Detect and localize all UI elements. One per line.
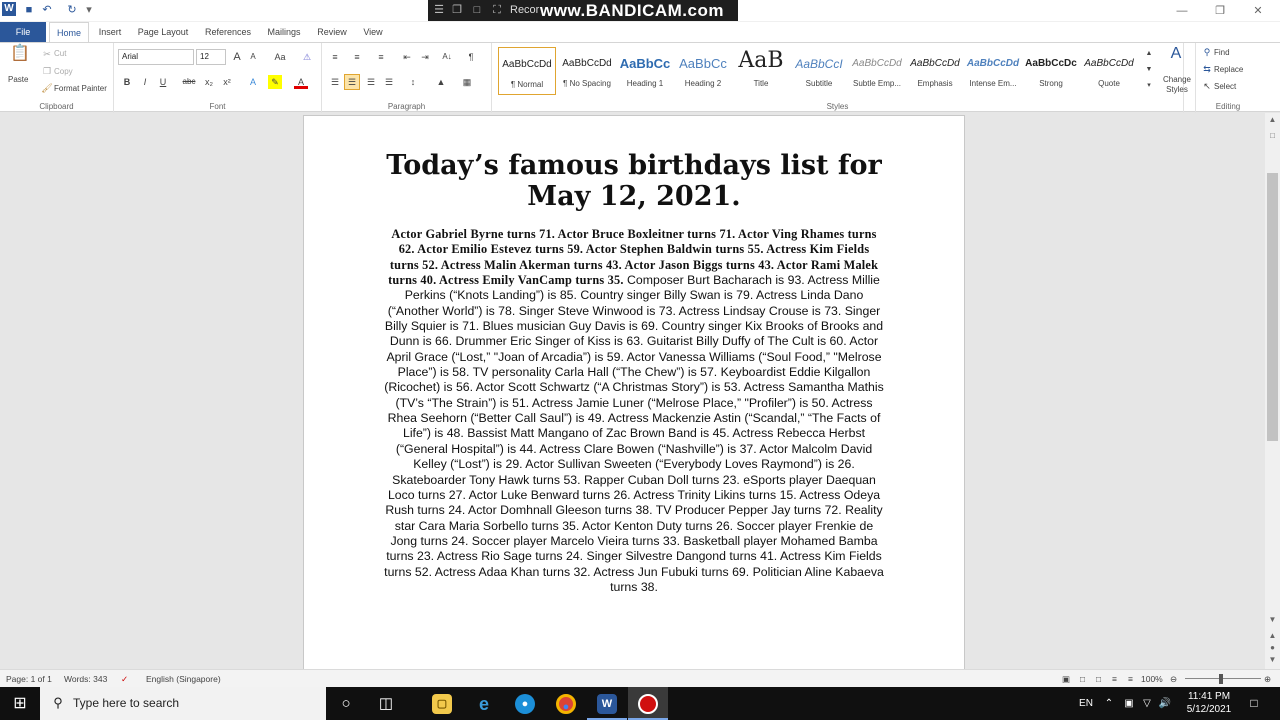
notifications-icon[interactable]: □ bbox=[1250, 696, 1258, 710]
styles-group bbox=[492, 43, 1184, 113]
line-spacing-icon[interactable]: ↕ bbox=[410, 77, 416, 87]
copy-button[interactable]: Copy bbox=[54, 67, 73, 76]
font-color-button[interactable]: A bbox=[294, 75, 308, 89]
ruler-toggle-icon[interactable]: □ bbox=[1270, 131, 1275, 140]
region-icon[interactable]: ⛶ bbox=[493, 4, 501, 16]
decrease-indent-icon[interactable]: ⇤ bbox=[403, 52, 411, 62]
clock-time: 11:41 PM bbox=[1187, 691, 1231, 702]
font-name-box[interactable]: Arial bbox=[118, 49, 194, 65]
minimize-button[interactable]: — bbox=[1176, 5, 1188, 17]
language-indicator[interactable]: EN bbox=[1079, 698, 1093, 709]
text-effects-icon[interactable]: A bbox=[249, 77, 256, 87]
file-explorer-icon[interactable]: ▢ bbox=[422, 687, 462, 720]
cut-icon[interactable]: ✂ bbox=[43, 49, 51, 59]
zoom-in-icon[interactable]: ⊕ bbox=[1264, 674, 1272, 684]
find-button[interactable]: Find bbox=[1214, 48, 1230, 57]
draft-icon[interactable]: ≡ bbox=[1128, 674, 1133, 684]
clipboard-group bbox=[0, 43, 114, 113]
title-bar bbox=[0, 0, 1280, 22]
style-preview: AaBbCcDd bbox=[562, 58, 612, 69]
italic-button[interactable]: I bbox=[143, 77, 147, 87]
subscript-button[interactable]: x₂ bbox=[205, 77, 213, 87]
zoom-level[interactable]: 100% bbox=[1141, 674, 1163, 684]
ribbon bbox=[0, 42, 1280, 112]
tab-insert[interactable]: Insert bbox=[98, 27, 122, 37]
vertical-scrollbar[interactable] bbox=[1265, 113, 1280, 669]
style-name: Emphasis bbox=[917, 79, 953, 88]
title-line-2: May 12, 2021. bbox=[527, 181, 741, 212]
show-formatting-icon[interactable]: ¶ bbox=[468, 52, 474, 62]
taskbar bbox=[0, 687, 1280, 720]
select-button[interactable]: Select bbox=[1214, 82, 1237, 91]
ribbon-tabs bbox=[0, 22, 1280, 42]
change-styles-icon[interactable]: A bbox=[1170, 45, 1182, 62]
font-group bbox=[114, 43, 322, 113]
style-preview: AaBbCcI bbox=[795, 57, 843, 71]
tab-file[interactable]: File bbox=[0, 22, 46, 42]
align-right-icon[interactable]: ☰ bbox=[366, 77, 376, 87]
font-size-box[interactable]: 12 bbox=[196, 49, 226, 65]
font-label: Font bbox=[209, 102, 226, 111]
styles-scroll-up-icon[interactable]: ▲ bbox=[1145, 50, 1153, 57]
tab-references[interactable]: References bbox=[204, 27, 252, 37]
paragraph-group bbox=[322, 43, 492, 113]
style-emphasis[interactable] bbox=[906, 47, 964, 95]
windows-start-icon[interactable]: ⊞ bbox=[13, 695, 27, 712]
chrome-icon[interactable]: ● bbox=[546, 687, 586, 720]
style-name: Subtitle bbox=[805, 79, 833, 88]
style-preview: AaBbCc bbox=[679, 56, 727, 71]
style-preview: AaBbCcDc bbox=[1025, 58, 1077, 69]
style-preview: AaBbCcDd bbox=[1084, 58, 1134, 69]
cortana-icon[interactable]: ○ bbox=[341, 695, 351, 712]
style-preview: AaBbCcDd bbox=[852, 58, 902, 69]
justify-icon[interactable]: ☰ bbox=[384, 77, 394, 87]
redo-icon[interactable]: ↻ bbox=[67, 4, 77, 16]
zoom-slider[interactable] bbox=[1185, 678, 1261, 679]
style-quote[interactable] bbox=[1080, 47, 1138, 95]
underline-button[interactable]: U bbox=[159, 77, 167, 87]
style-subtitle[interactable] bbox=[790, 47, 848, 95]
taskbar-search[interactable] bbox=[40, 687, 326, 720]
align-left-icon[interactable]: ☰ bbox=[330, 77, 340, 87]
style-preview: AaB bbox=[738, 49, 784, 73]
word-logo-icon: W bbox=[2, 2, 16, 16]
style-preview: AaBbCcDd bbox=[966, 58, 1020, 69]
format-painter-icon[interactable]: 🖌 bbox=[41, 83, 53, 93]
bandicam-recorder-bar bbox=[428, 0, 738, 21]
page-count[interactable]: Page: 1 of 1 bbox=[6, 674, 52, 684]
style-strong[interactable] bbox=[1022, 47, 1080, 95]
bandicam-watermark: www.BANDICAM.com bbox=[540, 1, 724, 20]
clock[interactable] bbox=[1180, 690, 1238, 716]
styles-more-icon[interactable]: ▾ bbox=[1147, 82, 1151, 89]
shading-icon[interactable]: ▲ bbox=[436, 77, 446, 87]
fullscreen-icon[interactable]: □ bbox=[473, 4, 481, 16]
styles-label: Styles bbox=[826, 102, 849, 111]
style-name: Strong bbox=[1039, 79, 1063, 88]
highlight-icon[interactable]: ✎ bbox=[268, 75, 282, 89]
paragraph-label: Paragraph bbox=[387, 102, 426, 111]
customize-quick-access-icon[interactable]: ▾ bbox=[86, 4, 92, 16]
style-preview: AaBbCcDd bbox=[502, 59, 552, 70]
style-name: Intense Em... bbox=[969, 79, 1017, 88]
copy-icon[interactable]: ❐ bbox=[42, 66, 52, 76]
style-no-spacing[interactable] bbox=[558, 47, 616, 95]
style-heading-1[interactable] bbox=[616, 47, 674, 95]
previous-page-icon[interactable]: ▲ bbox=[1268, 631, 1277, 640]
menu-icon[interactable]: ☰ bbox=[434, 4, 444, 16]
grow-font-icon[interactable]: A bbox=[233, 51, 241, 63]
styles-scroll-down-icon[interactable]: ▼ bbox=[1145, 66, 1153, 73]
sort-icon[interactable]: A↓ bbox=[442, 52, 452, 61]
restore-button[interactable]: ❐ bbox=[1215, 5, 1225, 17]
replace-icon[interactable]: ⇆ bbox=[1203, 64, 1211, 74]
word-taskbar-icon[interactable]: W bbox=[587, 687, 627, 720]
next-page-icon[interactable]: ▼ bbox=[1268, 655, 1277, 664]
select-icon[interactable]: ↖ bbox=[1203, 81, 1211, 91]
window-mode-icon[interactable]: ❐ bbox=[452, 4, 462, 16]
document-body bbox=[384, 227, 884, 595]
body-paragraph: Composer Burt Bacharach is 93. Actress Millie Perkins (“Knots Landing”) is 85. Country singer Billy Swan is 79. Actress Linda Dano (“Another World”) is 78. Singer Steve Winwood is 73. Actress Lindsay Crouse is 73. Singer Billy Squier is 71. Blues musician Guy Davis is 69. Country singer Kix Brooks of Brooks and Dunn is 66. Drummer Eric Singer of Kiss is 63. Guitarist Billy Duffy of The Cult is 60. Actor April Grace (“Lost,” "Joan of Arcadia”) is 59. Actor Vanessa Williams (“Soul Food,” "Melrose Place”) is 58. TV personality Carla Hall (“The Chew”) is 57. Keyboardist Eddie Kilgallon (Ricochet) is 56. Actor Scott Schwartz (“A Christmas Story”) is 53. Actress Samantha Mathis (TV’s “The Strain”) is 51. Actress Jamie Luner (“Melrose Place,” "Profiler”) is 50. Actress Rhea Seehorn (“Better Call Saul”) is 49. Actress Mackenzie Astin (“Scandal,” “The Facts of Life”) is 48. Bassist Matt Mangano of Zac Brown Band is 45. Actress Rebecca Herbst (“General Hospital”) is 44. Actress Clare Bowen (“Nashville”) is 37. Actor Malcolm David Kelley (“Lost”) is 29. Actor Sullivan Sweeten (“Everybody Loves Raymond”) is 26. Skateboarder Tony Hawk turns 53. Rapper Cuban Doll turns 23. eSports player Daequan Loco turns 27. Actor Luke Benward turns 26. Actress Trinity Likins turns 15. Actress Odeya Rush turns 24. Actor Domhnall Gleeson turns 38. TV Producer Pepper Jay turns 72. Reality star Cara Maria Sorbello turns 35. Actor Kenton Duty turns 26. Soccer player Frenkie de Jong turns 24. Soccer player Marcelo Vieira turns 33. Basketball player Mohamed Bamba turns 23. Actress Rio Sage turns 24. Singer Silvestre Dangond turns 41. Actress Kim Fields turns 52. Actress Adaa Khan turns 32. Actress Jun Fubuki turns 69. Politician Aline Kabaeva turns 38. bbox=[384, 273, 884, 594]
search-icon: ⚲ bbox=[53, 695, 63, 710]
network-icon[interactable]: ▽ bbox=[1143, 698, 1151, 709]
paste-button[interactable]: Paste bbox=[8, 75, 29, 84]
bullets-icon[interactable]: ≡ bbox=[332, 52, 338, 62]
style-name: Heading 1 bbox=[626, 79, 664, 88]
zoom-slider-thumb[interactable] bbox=[1219, 674, 1223, 684]
proofing-icon[interactable]: ✓ bbox=[121, 674, 129, 684]
full-screen-reading-icon[interactable]: □ bbox=[1080, 674, 1086, 684]
web-layout-icon[interactable]: □ bbox=[1096, 674, 1102, 684]
tab-review[interactable]: Review bbox=[317, 27, 347, 37]
scroll-up-icon[interactable]: ▲ bbox=[1268, 115, 1277, 124]
outline-icon[interactable]: ≡ bbox=[1112, 674, 1117, 684]
style-intense-emphasis[interactable] bbox=[964, 47, 1022, 95]
lead-paragraph: Actor Gabriel Byrne turns 71. Actor Bruce Boxleitner turns 71. Actor Ving Rhames turns 62. Actor Emilio Estevez turns 59. Actor Stephen Baldwin turns 55. Actress Kim Fields turns 52. Actress Malin Akerman turns 43. Actor Jason Biggs turns 43. Actor Rami Malek turns 40. Actress Emily VanCamp turns 35. bbox=[388, 227, 879, 288]
style-title[interactable] bbox=[732, 47, 790, 95]
style-name: Quote bbox=[1098, 79, 1120, 88]
editing-group bbox=[1198, 43, 1258, 113]
document-title bbox=[364, 150, 904, 212]
recording-label: Recor bbox=[510, 4, 540, 16]
show-hidden-icons-icon[interactable]: ⌃ bbox=[1104, 698, 1114, 709]
internet-explorer-icon[interactable]: e bbox=[478, 694, 489, 715]
meet-now-icon[interactable]: ▣ bbox=[1124, 698, 1134, 709]
change-case-icon[interactable]: Aa bbox=[274, 52, 286, 62]
strikethrough-button[interactable]: abc bbox=[182, 77, 196, 86]
status-bar bbox=[0, 669, 1280, 687]
replace-button[interactable]: Replace bbox=[1214, 65, 1244, 74]
format-painter-button[interactable]: Format Painter bbox=[54, 84, 107, 93]
borders-icon[interactable]: ▦ bbox=[462, 77, 472, 87]
superscript-button[interactable]: x² bbox=[223, 77, 231, 87]
cut-button[interactable]: Cut bbox=[54, 49, 67, 58]
bold-button[interactable]: B bbox=[123, 77, 131, 87]
change-styles-button[interactable]: Change Styles bbox=[1162, 75, 1192, 94]
find-icon[interactable]: ⚲ bbox=[1203, 47, 1211, 57]
print-layout-icon[interactable]: ▣ bbox=[1062, 674, 1071, 684]
shrink-font-icon[interactable]: A bbox=[250, 52, 256, 61]
title-line-1: Today’s famous birthdays list for bbox=[386, 150, 882, 181]
style-preview: AaBbCcDd bbox=[910, 58, 960, 69]
numbering-icon[interactable]: ≡ bbox=[354, 52, 360, 62]
tab-view[interactable]: View bbox=[363, 27, 383, 37]
close-button[interactable]: ✕ bbox=[1253, 5, 1263, 17]
volume-icon[interactable]: 🔊 bbox=[1158, 698, 1172, 709]
task-view-icon[interactable]: ◫ bbox=[378, 695, 394, 712]
align-center-icon[interactable]: ☰ bbox=[344, 74, 360, 90]
tab-mailings[interactable]: Mailings bbox=[267, 27, 301, 37]
search-input[interactable]: Type here to search bbox=[73, 696, 180, 710]
style-name: ¶ Normal bbox=[510, 80, 544, 89]
style-name: Title bbox=[753, 79, 769, 88]
increase-indent-icon[interactable]: ⇥ bbox=[421, 52, 429, 62]
style-subtle-emphasis[interactable] bbox=[848, 47, 906, 95]
style-name: Subtle Emp... bbox=[852, 79, 902, 88]
scroll-down-icon[interactable]: ▼ bbox=[1268, 615, 1277, 624]
paste-icon[interactable]: 📋 bbox=[10, 45, 30, 62]
multilevel-list-icon[interactable]: ≡ bbox=[378, 52, 384, 62]
bandicam-taskbar-icon[interactable]: ● bbox=[628, 687, 668, 720]
clock-date: 5/12/2021 bbox=[1186, 704, 1232, 715]
style-normal[interactable] bbox=[498, 47, 556, 95]
browse-object-icon[interactable]: ● bbox=[1270, 643, 1275, 652]
change-styles-group bbox=[1156, 43, 1196, 113]
document-page[interactable] bbox=[303, 115, 965, 669]
style-heading-2[interactable] bbox=[674, 47, 732, 95]
edge-icon[interactable]: ● bbox=[505, 687, 545, 720]
tab-home[interactable]: Home bbox=[49, 22, 89, 42]
undo-icon[interactable]: ↶ bbox=[42, 4, 52, 16]
style-name: Heading 2 bbox=[684, 79, 722, 88]
word-count[interactable]: Words: 343 bbox=[64, 674, 108, 684]
document-area bbox=[0, 113, 1265, 669]
style-preview: AaBbCc bbox=[619, 56, 671, 71]
clipboard-label: Clipboard bbox=[39, 102, 74, 111]
style-name: ¶ No Spacing bbox=[563, 79, 611, 88]
save-icon[interactable]: ■ bbox=[25, 4, 33, 16]
editing-label: Editing bbox=[1215, 102, 1241, 111]
scroll-thumb[interactable] bbox=[1267, 173, 1278, 441]
tab-page-layout[interactable]: Page Layout bbox=[137, 27, 189, 37]
clear-formatting-icon[interactable]: ⚠ bbox=[302, 52, 312, 62]
language-indicator[interactable]: English (Singapore) bbox=[146, 674, 221, 684]
zoom-out-icon[interactable]: ⊖ bbox=[1170, 674, 1178, 684]
